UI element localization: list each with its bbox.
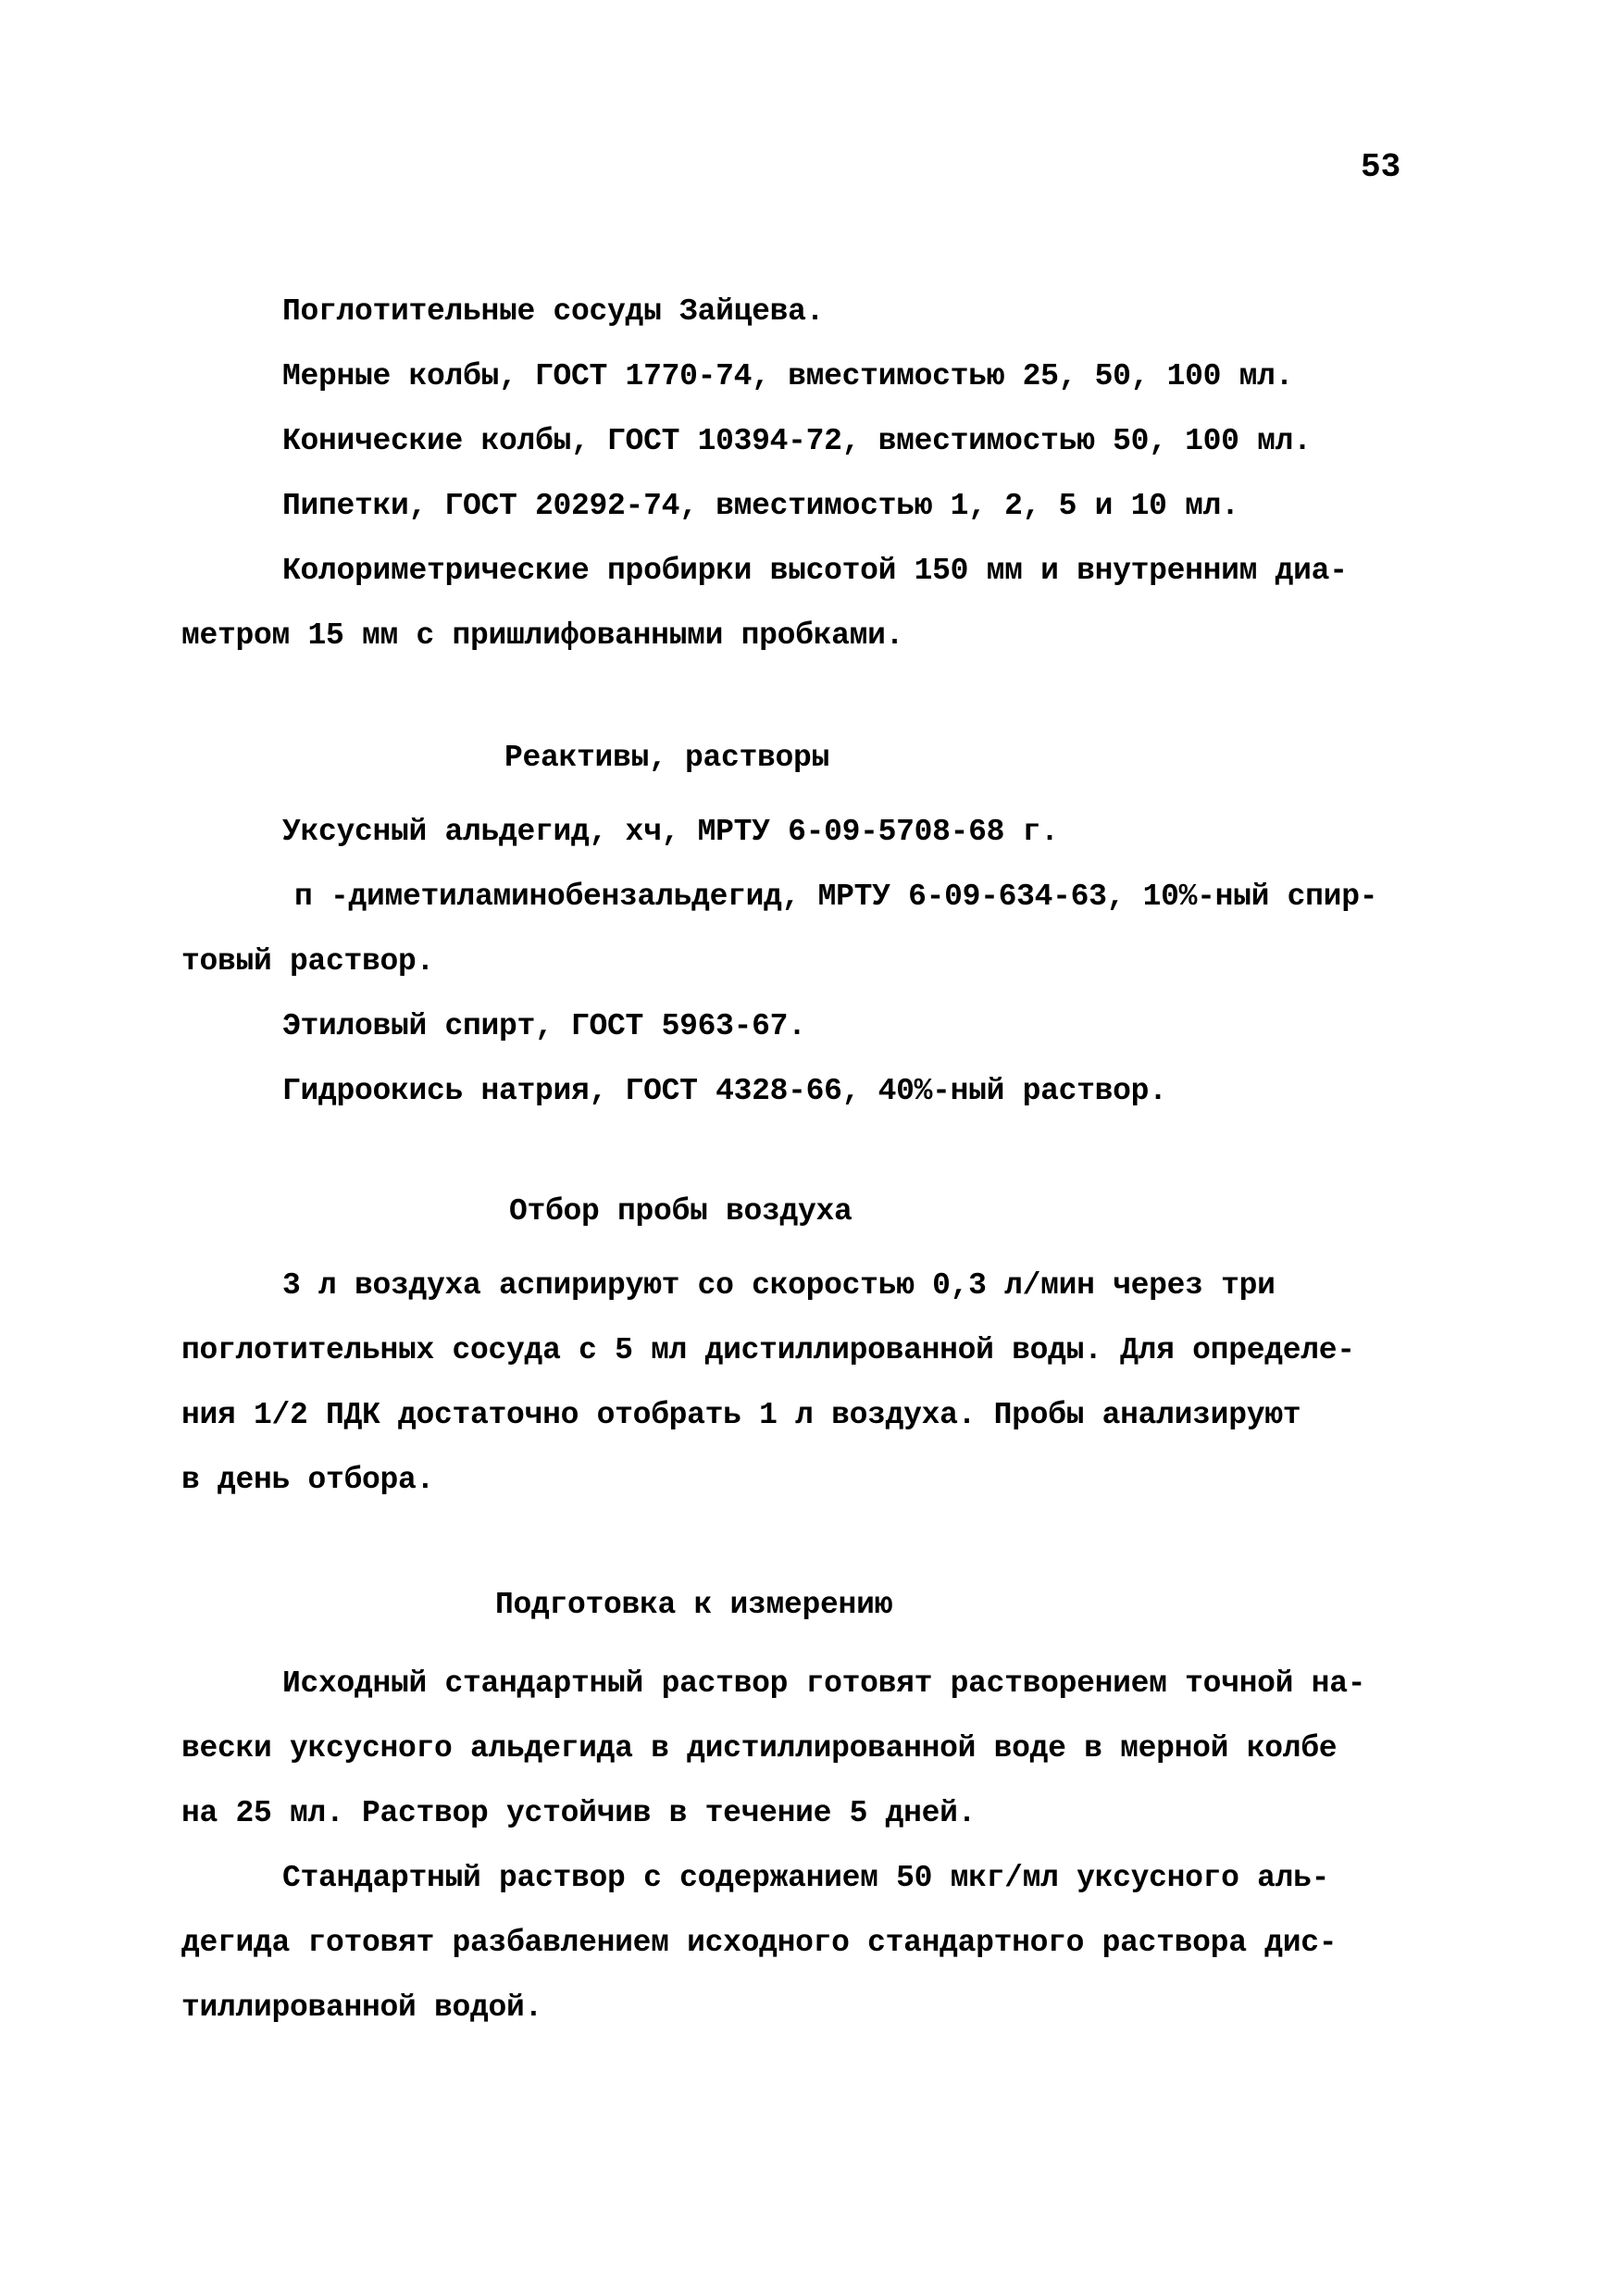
preparation-line-4: Стандартный раствор с содержанием 50 мкг/мл уксусного аль- <box>282 1861 1330 1895</box>
reagents-line-2: п -диметиламинобензальдегид, МРТУ 6-09-634-63, 10%-ный спир- <box>294 880 1378 914</box>
preparation-line-2: вески уксусного альдегида в дистиллированной воде в мерной колбе <box>181 1731 1338 1766</box>
sampling-line-1: 3 л воздуха аспирируют со скоростью 0,3 л/мин через три <box>282 1268 1276 1303</box>
equipment-line-5: Колориметрические пробирки высотой 150 мм и внутренним диа- <box>282 554 1348 588</box>
equipment-line-2: Мерные колбы, ГОСТ 1770-74, вместимостью 25, 50, 100 мл. <box>282 359 1294 393</box>
reagents-line-5: Гидроокись натрия, ГОСТ 4328-66, 40%-ный раствор. <box>282 1074 1167 1108</box>
reagents-line-4: Этиловый спирт, ГОСТ 5963-67. <box>282 1009 806 1043</box>
sampling-line-4: в день отбора. <box>181 1463 435 1497</box>
reagents-line-3: товый раствор. <box>181 944 435 979</box>
preparation-line-6: тиллированной водой. <box>181 1990 543 2025</box>
section-heading-sampling: Отбор пробы воздуха <box>509 1194 853 1229</box>
equipment-line-3: Конические колбы, ГОСТ 10394-72, вместимостью 50, 100 мл. <box>282 424 1312 458</box>
page-number: 53 <box>1361 148 1401 186</box>
preparation-line-3: на 25 мл. Раствор устойчив в течение 5 дней. <box>181 1796 977 1830</box>
sampling-line-3: ния 1/2 ПДК достаточно отобрать 1 л воздуха. Пробы анализируют <box>181 1398 1301 1432</box>
section-heading-reagents: Реактивы, растворы <box>504 741 830 775</box>
equipment-line-4: Пипетки, ГОСТ 20292-74, вместимостью 1, 2, 5 и 10 мл. <box>282 489 1239 523</box>
equipment-line-1: Поглотительные сосуды Зайцева. <box>282 294 825 329</box>
section-heading-preparation: Подготовка к измерению <box>495 1588 893 1622</box>
reagents-line-1: Уксусный альдегид, хч, МРТУ 6-09-5708-68 г. <box>282 815 1059 849</box>
preparation-line-5: дегида готовят разбавлением исходного стандартного раствора дис- <box>181 1926 1338 1960</box>
sampling-line-2: поглотительных сосуда с 5 мл дистиллированной воды. Для определе- <box>181 1333 1355 1367</box>
preparation-line-1: Исходный стандартный раствор готовят растворением точной на- <box>282 1666 1366 1701</box>
equipment-line-6: метром 15 мм с пришлифованными пробками. <box>181 618 904 653</box>
